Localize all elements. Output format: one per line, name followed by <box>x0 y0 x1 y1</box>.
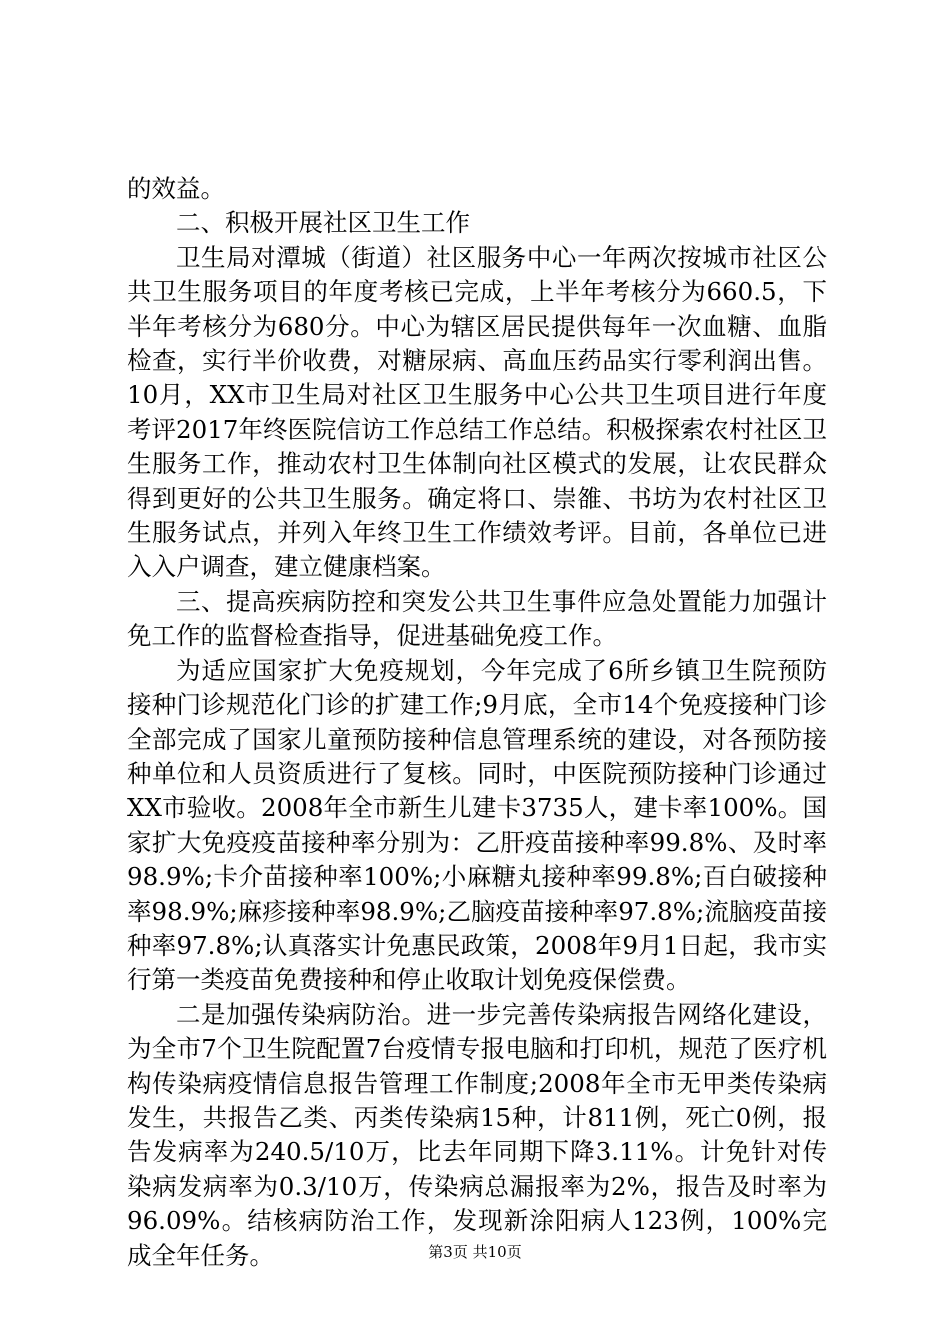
paragraph-continuation: 的效益。 <box>127 174 225 203</box>
paragraph-immunization: 为适应国家扩大免疫规划，今年完成了6所乡镇卫生院预防接种门诊规范化门诊的扩建工作;9月底，全市14个免疫接种门诊全部完成了国家儿童预防接种信息管理系统的建设，对各预防接种单位和人员资质进行了复核。同时，中医院预防接种门诊通过XX市验收。2008年全市新生儿建卡3735人，建卡率100%。国家扩大免疫疫苗接种率分别为：乙肝疫苗接种率99.8%、及时率98.9%;卡介苗接种率100%;小麻糖丸接种率99.8%;百白破接种率98.9%;麻疹接种率98.9%;乙脑疫苗接种率97.8%;流脑疫苗接种率97.8%;认真落实计免惠民政策，2008年9月1日起，我市实行第一类疫苗免费接种和停止收取计划免疫保偿费。 <box>127 655 827 995</box>
paragraph-community-health: 卫生局对潭城（街道）社区服务中心一年两次按城市社区公共卫生服务项目的年度考核已完成，上半年考核分为660.5，下半年考核分为680分。中心为辖区居民提供每年一次血糖、血脂检查，实行半价收费，对糖尿病、高血压药品实行零利润出售。10月，XX市卫生局对社区卫生服务中心公共卫生项目进行年度考评2017年终医院信访工作总结工作总结。积极探索农村社区卫生服务工作，推动农村卫生体制向社区模式的发展，让农民群众得到更好的公共卫生服务。确定将口、崇雒、书坊为农村社区卫生服务试点，并列入年终卫生工作绩效考评。目前，各单位已进入入户调查，建立健康档案。 <box>127 242 827 582</box>
page-footer: 第3页 共10页 <box>428 1243 522 1261</box>
document-body <box>127 172 827 1273</box>
paragraph-infectious-disease: 二是加强传染病防治。进一步完善传染病报告网络化建设，为全市7个卫生院配置7台疫情专报电脑和打印机，规范了医疗机构传染病疫情信息报告管理工作制度;2008年全市无甲类传染病发生，共报告乙类、丙类传染病15种，计811例，死亡0例，报告发病率为240.5/10万，比去年同期下降3.11%。计免针对传染病发病率为0.3/10万，传染病总漏报率为2%，报告及时率为96.09%。结核病防治工作，发现新涂阳病人123例，100%完成全年任务。 <box>127 999 827 1270</box>
section-heading-community-health: 二、积极开展社区卫生工作 <box>176 208 470 238</box>
section-heading-disease-control: 三、提高疾病防控和突发公共卫生事件应急处置能力加强计免工作的监督检查指导，促进基础免疫工作。 <box>127 586 827 651</box>
